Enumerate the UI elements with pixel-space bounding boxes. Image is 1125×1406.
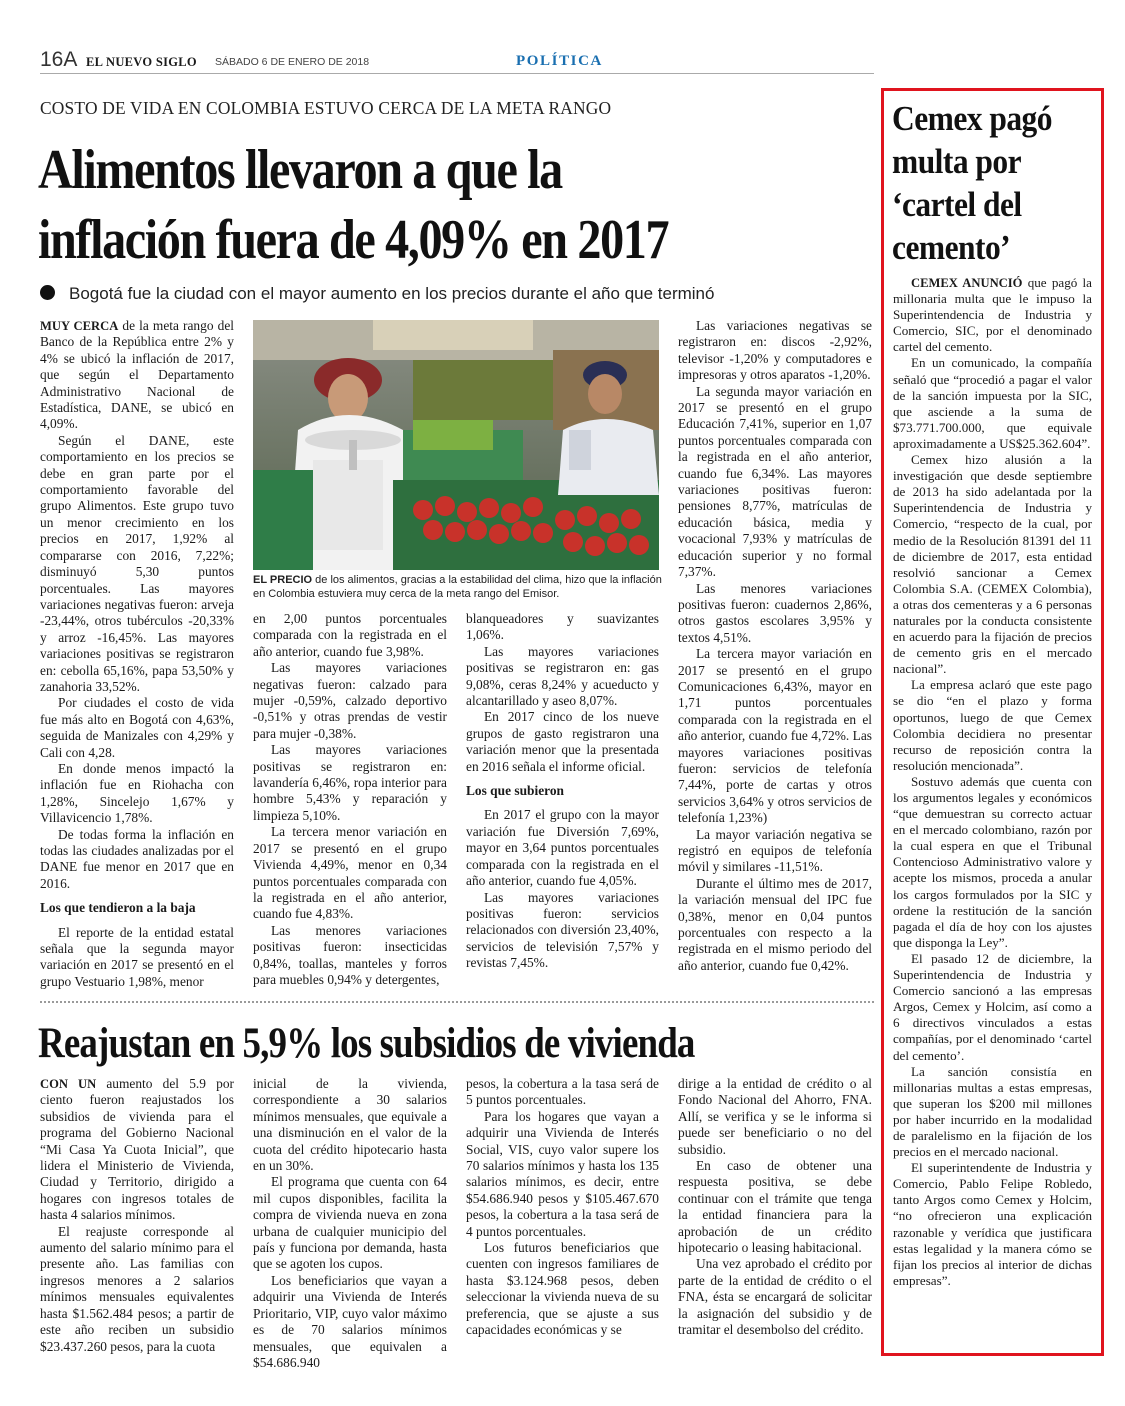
paragraph: Una vez aprobado el crédito por parte de la entidad de crédito o el FNA, ésta se encargará de solicitar la asignación del subsidio y de tramitar el desembolso del crédito. — [678, 1256, 872, 1338]
paragraph: En 2017 el grupo con la mayor variación fue Diversión 7,69%, mayor en 3,64 puntos porcentuales comparada con la registrada en el año anterior, cuando fue 4,05%. — [466, 807, 659, 889]
lead-in: CEMEX ANUNCIÓ — [911, 276, 1023, 290]
kicker: COSTO DE VIDA EN COLOMBIA ESTUVO CERCA DE LA META RANGO — [40, 98, 612, 118]
paragraph — [893, 275, 1092, 355]
main-article-column-3 — [466, 611, 659, 972]
main-article-column-4 — [678, 318, 872, 974]
paragraph — [40, 1076, 234, 1224]
paragraph: Las menores variaciones positivas fueron: cuadernos 2,86%, otros gastos escolares 3,95% y textos 4,51%. — [678, 580, 872, 645]
paragraph: En 2017 cinco de los nueve grupos de gasto registraron una variación menor que la presentada en 2016 señala el informe oficial. — [466, 709, 659, 774]
sidebar-headline-line: Cemex pagó — [892, 99, 1052, 138]
main-headline — [38, 135, 760, 275]
second-article-column-1 — [40, 1076, 234, 1355]
paragraph: La mayor variación negativa se registró en equipos de telefonía móvil y similares -11,51%. — [678, 826, 872, 875]
main-article-column-2 — [253, 611, 447, 988]
photo-caption-lead: EL PRECIO — [253, 574, 313, 586]
sidebar-headline-line: ‘cartel del — [892, 185, 1022, 224]
paper-name: EL NUEVO SIGLO — [86, 55, 197, 69]
paragraph: La sanción consistía en millonarias multas a estas empresas, que superan los $200 mil millones por haber incurrido en la modalidad de paralelismo en la fijación de los precios en el mercado nacional. — [893, 1063, 1092, 1160]
paragraph: Las mayores variaciones positivas fueron: servicios relacionados con diversión 23,40%, servicios de televisión 7,57% y revistas 7,45%. — [466, 889, 659, 971]
section-label: POLÍTICA — [516, 53, 603, 69]
paragraph: Por ciudades el costo de vida fue más alto en Bogotá con 4,63%, seguida de Manizales con 4,29% y Cali con 4,28. — [40, 695, 234, 760]
paragraph: Las mayores variaciones positivas se registraron en: lavandería 6,46%, ropa interior para hombre 5,43% y reparación y limpieza 5,10%. — [253, 742, 447, 823]
paragraph: En caso de obtener una respuesta positiva, se debe continuar con el trámite que tenga la entidad financiera para la aprobación de un crédito hipotecario o leasing habitacional. — [678, 1158, 872, 1256]
paragraph: Durante el último mes de 2017, la variación mensual del IPC fue 0,38%, menor en 0,04 puntos porcentuales con respecto a la registrada en el mismo periodo del año anterior, cuando fue 0,42%. — [678, 875, 872, 973]
second-article-column-4 — [678, 1076, 872, 1339]
paragraph: El superintendente de Industria y Comercio, Pablo Felipe Robledo, tanto Argos como Cemex y Holcim, “no ofrecieron una explicación razonable y verídica que justificara estas legalidad y la manera cómo se fijan los precios al interior de dichas empresas”. — [893, 1160, 1092, 1288]
paragraph: Sostuvo además que cuenta con los argumentos legales y económicos “que demuestran su correcto actuar en el mercado colombiano, razón por la cual espera en que el Tribunal Contencioso Administrativo valore y acepte los mismos, proceda a anular los cargos formulados por la SIC y ordene la restitución de la sanción pagada el día de hoy con los ajustes que disponga la Ley”. — [893, 773, 1092, 950]
paragraph: inicial de la vivienda, correspondiente a 30 salarios mínimos mensuales, que equivale a una disminución en el valor de la cuota del crédito hipotecario hasta en un 30%. — [253, 1076, 447, 1174]
paragraph: En un comunicado, la compañía señaló que “procedió a pagar el valor de la sanción impuesta por la SIC, que asciende a la suma de $73.771.700.000, que equivale aproximadamente a US$25.362.604”. — [893, 355, 1092, 451]
paragraph: El pasado 12 de diciembre, la Superintendencia de Industria y Comercio sancionó a las empresas Argos, Cemex y Holcim, así como a 6 directivos vinculados a estas compañías, por el denominado ‘cartel del cemento’. — [893, 950, 1092, 1063]
second-article-column-2 — [253, 1076, 447, 1371]
lead-in: MUY CERCA — [40, 319, 119, 333]
sidebar-headline-line: multa por — [892, 142, 1022, 181]
paragraph-text: de la meta rango del Banco de la República entre 2% y 4% se ubicó la inflación de 2017, que según el Departamento Administrativo Nacional de Estadística, DANE, se ubicó en 4,09%. — [40, 318, 234, 432]
paragraph: en 2,00 puntos porcentuales comparada con la registrada en el año anterior, cuando fue 3,98%. — [253, 611, 447, 659]
deck — [40, 284, 870, 304]
sidebar-box — [881, 88, 1104, 1356]
main-article-column-1 — [40, 318, 234, 990]
paragraph: Los futuros beneficiarios que cuenten con ingresos familiares de hasta $3.124.968 pesos, deben seleccionar la vivienda nueva de su preferencia, que se ajuste a sus capacidades económicas y se — [466, 1240, 659, 1338]
paragraph — [40, 318, 234, 433]
lead-in: CON UN — [40, 1077, 97, 1091]
deck-text: Bogotá fue la ciudad con el mayor aumento en los precios durante el año que terminó — [69, 284, 715, 303]
paragraph-text: aumento del 5.9 por ciento fueron reajustados los subsidios de vivienda para el programa del Gobierno Nacional “Mi Casa Ya Cuota Inicial”, que lidera el Ministerio de Vivienda, Ciudad y Territorio, dirigido a hogares con ingresos totales de hasta 4 salarios mínimos. — [40, 1076, 234, 1223]
paragraph: En donde menos impactó la inflación fue en Riohacha con 1,28%, Sincelejo 1,67% y Villavicencio 1,78%. — [40, 760, 234, 826]
sidebar-headline — [892, 97, 1081, 269]
paragraph: La empresa aclaró que este pago se dio “en el plazo y forma oportunos, luego de que Cemex Colombia decidiera no presentar recurso de reposición contra la resolución mencionada”. — [893, 677, 1092, 773]
paragraph: La segunda mayor variación en 2017 se presentó en el grupo Educación 7,41%, superior en 1,07 puntos porcentuales comparada con la registrada en el año anterior, cuando fue 6,34%. Las mayores variaciones positivas fueron: pensiones 8,77%, matrículas de educación básica, media y vocacional 7,93% y matrículas de educación superior y no formal 7,37%. — [678, 383, 872, 580]
market-photo-illustration — [253, 320, 659, 570]
article-separator — [40, 1001, 874, 1003]
paragraph: El reajuste corresponde al aumento del salario mínimo para el presente año. Las familias con ingresos menores a 2 salarios mínimos mensuales equivalentes hasta $1.562.484 pesos; a partir de este año reciben un subsidio $23.437.260 pesos, para la cuota — [40, 1223, 234, 1354]
paragraph: blanqueadores y suavizantes 1,06%. — [466, 611, 659, 643]
subheading: Los que tendieron a la baja — [40, 900, 196, 916]
paragraph: Las variaciones negativas se registraron en: discos -2,92%, televisor -1,20% y computadores e impresoras y otros aparatos -1,20%. — [678, 318, 872, 383]
paragraph-text: que pagó la millonaria multa que le impuso la Superintendencia de Industria y Comercio, SIC, por el denominado cartel del cemento. — [893, 275, 1092, 355]
headline-line-1: Alimentos llevaron a que la — [38, 139, 562, 201]
second-headline: Reajustan en 5,9% los subsidios de vivienda — [38, 1020, 695, 1067]
issue-date: SÁBADO 6 DE ENERO DE 2018 — [215, 56, 370, 68]
paragraph: La tercera menor variación en 2017 se presentó en el grupo Vivienda 4,49%, menor en 0,34 puntos porcentuales comparada con la registrada en el año anterior, cuando fue 4,83%. — [253, 824, 447, 922]
paragraph: Los beneficiarios que vayan a adquirir una Vivienda de Interés Prioritario, VIP, cuyo valor máximo es de 70 salarios mínimos mensuales, que equivalen a $54.686.940 — [253, 1272, 447, 1370]
headline-line-2: inflación fuera de 4,09% en 2017 — [38, 209, 669, 271]
bullet-icon — [40, 285, 55, 300]
paragraph: Cemex hizo alusión a la investigación que desde septiembre de 2013 ha sido adelantada por la Superintendencia de Industria y Comercio, “respecto de la cual, por medio de la Resolución 81391 del 11 de diciembre de 2017, esta entidad resolvió sancionar a Cemex Colombia S.A. (CEMEX Colombia), a otras dos cementeras y a 6 personas naturales por la conducta consistente en acuerdo para la fijación de precios de cemento gris en el mercado nacional”. — [893, 452, 1092, 677]
paragraph: Para los hogares que vayan a adquirir una Vivienda de Interés Social, VIS, cuyo valor supere los 70 salarios mínimos y hasta los 135 salarios mínimos, es decir, entre $54.686.940 pesos y $105.467.670 pesos, la cobertura a la tasa será de 4 puntos porcentuales. — [466, 1108, 659, 1239]
paragraph: El programa que cuenta con 64 mil cupos disponibles, facilita la compra de vivienda nueva en zona urbana de cualquier municipio del país y funciona por demanda, hasta que se agoten los cupos. — [253, 1174, 447, 1272]
sidebar-body — [893, 275, 1092, 1289]
photo-caption-text: de los alimentos, gracias a la estabilidad del clima, hizo que la inflación en Colombia estuviera muy cerca de la meta rango del Emisor. — [253, 574, 662, 601]
market-photo — [253, 320, 659, 570]
paragraph: Las menores variaciones positivas fueron: insecticidas 0,84%, toallas, manteles y forros para muebles 0,94% y detergentes, — [253, 922, 447, 987]
paragraph: Las mayores variaciones positivas se registraron en: gas 9,08%, ceras 8,24% y acueducto y alcantarillado y aseo 8,07%. — [466, 643, 659, 709]
paragraph: De todas forma la inflación en todas las ciudades analizadas por el DANE fue menor en 2017 que en 2016. — [40, 826, 234, 891]
paragraph: dirige a la entidad de crédito o al Fondo Nacional del Ahorro, FNA. Allí, se verifica y se le informa si puede ser beneficiario o no del subsidio. — [678, 1076, 872, 1157]
paragraph: Según el DANE, este comportamiento en los precios se debe en gran parte por el comportamiento favorable del grupo Alimentos. Este grupo tuvo un menor crecimiento en los precios en 2017, 1,92% al compararse con 2016, 7,22%; disminuyó 5,30 puntos porcentuales. Las mayores variaciones negativas fueron: arveja -23,44%, otros tubérculos -20,33% y arroz -16,45%. Las mayores variaciones positivas se registraron en: cebolla 65,16%, papa 53,50% y zanahoria 33,52%. — [40, 432, 234, 694]
paragraph: La tercera mayor variación en 2017 se presentó en el grupo Comunicaciones 6,43%, mayor en 1,71 puntos porcentuales comparada con la registrada en el año anterior, cuando fue 4,72%. Las mayores variaciones positivas fueron: servicios de telefonía 7,44%, porte de cartas y otros servicios 3,64% y otros servicios de telefonía 1,23%) — [678, 646, 872, 826]
photo-caption — [253, 573, 663, 602]
paragraph: El reporte de la entidad estatal señala que la segunda mayor variación en 2017 se presentó en el grupo Vestuario 1,98%, menor — [40, 924, 234, 989]
paragraph: pesos, la cobertura a la tasa será de 5 puntos porcentuales. — [466, 1076, 659, 1108]
second-article-column-3 — [466, 1076, 659, 1339]
header-rule — [40, 73, 874, 74]
subheading: Los que subieron — [466, 783, 564, 799]
paragraph: Las mayores variaciones negativas fueron: calzado para mujer -0,59%, calzado deportivo -0,51% y otras prendas de vestir para mujer -0,38%. — [253, 660, 447, 741]
sidebar-headline-line: cemento’ — [892, 228, 1011, 267]
page-number: 16A — [40, 48, 78, 71]
